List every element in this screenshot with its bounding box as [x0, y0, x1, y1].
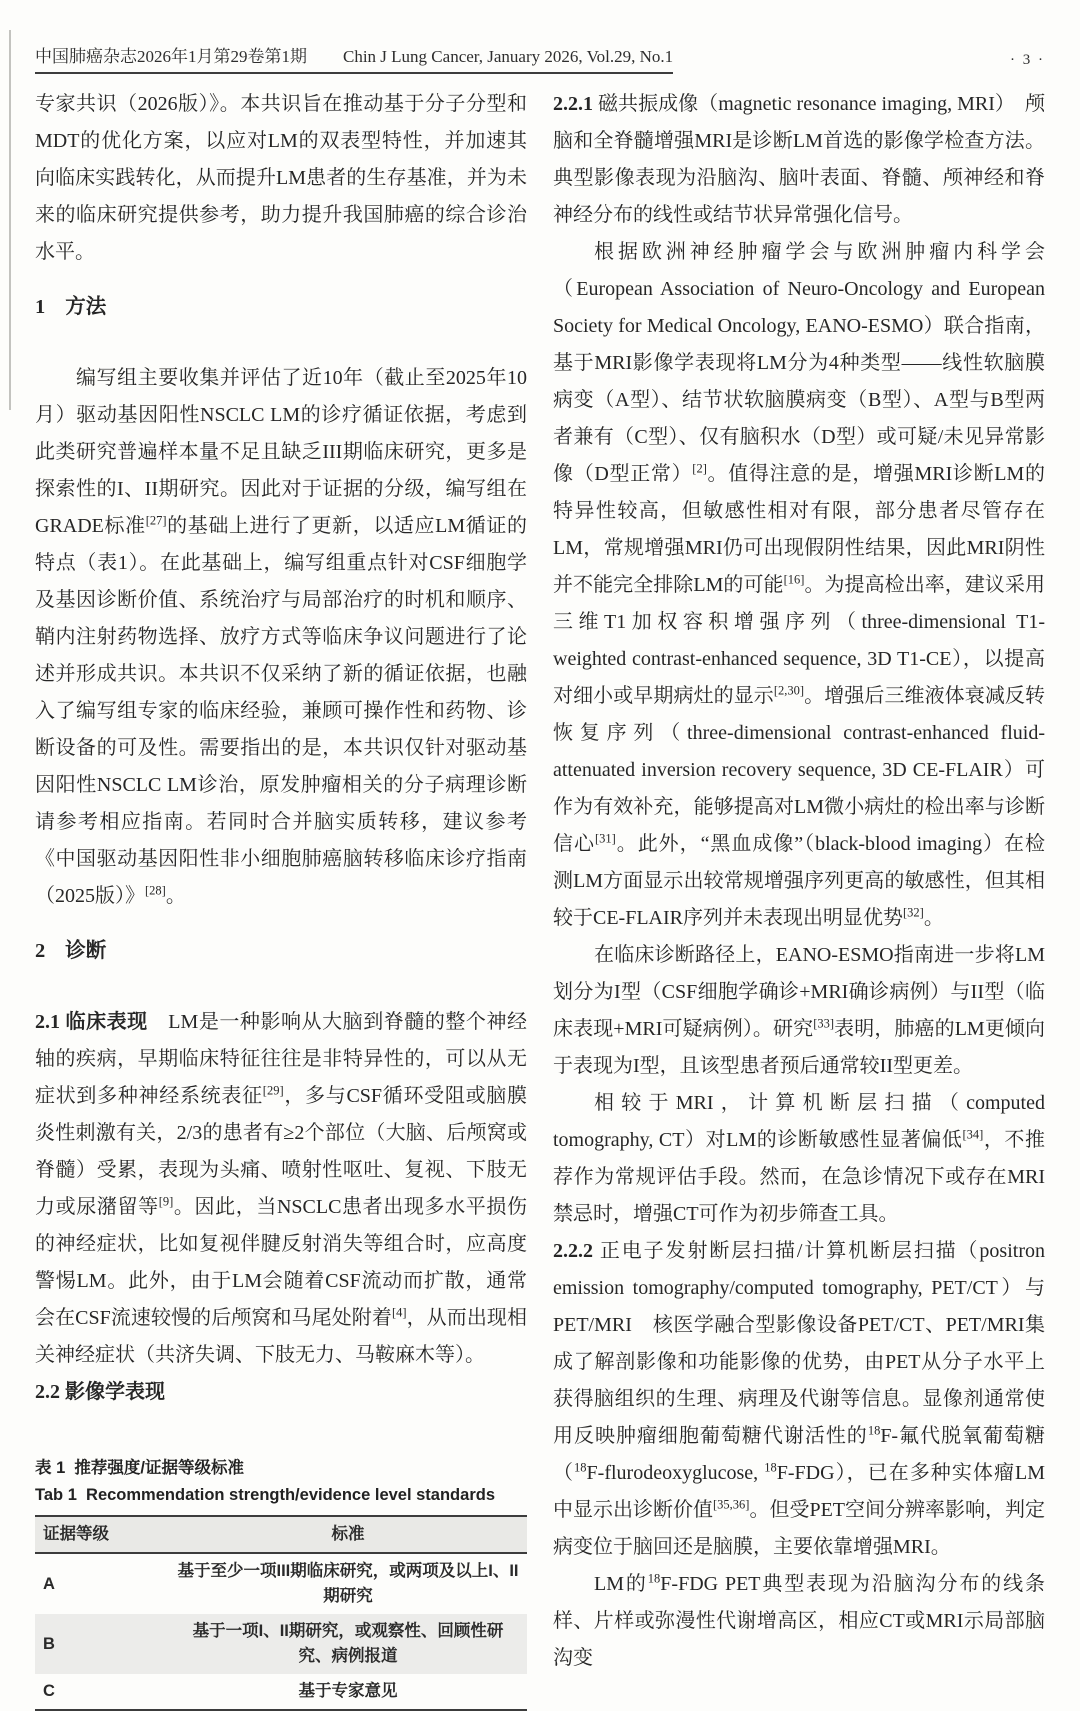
- paragraph-pet-ct: 2.2.2 正电子发射断层扫描/计算机断层扫描（positron emission tomography/computed tomography, PET/CT）与PET/MRI 核医学融合型影像设备PET/CT、PET/MRI集成了解剖影像和功能影像的优势，由PET从分子水平上获得脑组织的生理、病理及代谢等信息。显像剂通常使用反映肿瘤细胞葡萄糖代谢活性的$^{18}$F-氟代脱氧葡萄糖（$^{18}$F-flurodeoxyglucose, $^{18}$F-FDG），已在多种实体瘤LM中显示出诊断价值[35,36]。但受PET空间分辨率影响，判定病变位于脑回还是脑膜，主要依靠增强MRI。: [553, 1240, 1046, 1558]
- paragraph-ct: 相较于MRI，计算机断层扫描（computed tomography, CT）对LM的诊断敏感性显著偏低[34]，不推荐作为常规评估手段。然而，在急诊情况下或存在MRI禁忌时，增强CT可作为初步筛查工具。: [553, 1092, 1045, 1225]
- evidence-level-table: [35, 1515, 527, 1711]
- paragraph-diagnostic-pathway: 在临床诊断路径上，EANO-ESMO指南进一步将LM划分为I型（CSF细胞学确诊+MRI确诊病例）与II型（临床表现+MRI可疑病例）。研究[33]表明，肺癌的LM更倾向于表现为I型，且该型患者预后通常较II型更差。: [553, 944, 1046, 1077]
- paragraph-mri: 2.2.1 磁共振成像（magnetic resonance imaging, MRI） 颅脑和全脊髓增强MRI是诊断LM首选的影像学检查方法。典型影像表现为沿脑沟、脑叶表面、脊髓、颅神经和脊神经分布的线性或结节状异常强化信号。: [553, 93, 1045, 226]
- section-number: 2: [35, 940, 46, 962]
- paragraph-methods: 编写组主要收集并评估了近10年（截止至2025年10月）驱动基因阳性NSCLC LM的诊疗循证依据，考虑到此类研究普遍样本量不足且缺乏III期临床研究，更多是探索性的I、II期研究。因此对于证据的分级，编写组在GRADE标准[27]的基础上进行了更新，以适应LM循证的特点（表1）。在此基础上，编写组重点针对CSF细胞学及基因诊断价值、系统治疗与局部治疗的时机和顺序、鞘内注射药物选择、放疗方式等临床争议问题进行了论述并形成共识。本共识不仅采纳了新的循证依据，也融入了编写组专家的临床经验，兼顾可操作性和药物、诊断设备的可及性。需要指出的是，本共识仅针对驱动基因阳性NSCLC LM诊治，原发肿瘤相关的分子病理诊断请参考相应指南。若同时合并脑实质转移，建议参考《中国驱动基因阳性非小细胞肺癌脑转移临床诊疗指南（2025版）》[28]。: [35, 367, 528, 907]
- table-row: [35, 1553, 527, 1614]
- standard-cell: 基于专家意见: [298, 1682, 398, 1700]
- table-row: [35, 1674, 527, 1710]
- column-header-evidence-level: 证据等级: [43, 1525, 109, 1543]
- section-heading-methods: [35, 289, 527, 326]
- left-column: [35, 86, 527, 1711]
- evidence-level-cell: A: [43, 1574, 55, 1593]
- scan-edge-artifact: [9, 30, 11, 410]
- section-heading-diagnosis: [35, 933, 527, 970]
- journal-title-line: [35, 42, 673, 74]
- evidence-level-cell: B: [43, 1634, 55, 1653]
- two-column-body: [35, 86, 1045, 1711]
- column-header-standard: 标准: [331, 1525, 365, 1543]
- paragraph-fdg-pet: LM的$^{18}$F-FDG PET典型表现为沿脑沟分布的线条样、片样或弥漫性代谢增高区，相应CT或MRI示局部脑沟变: [553, 1571, 1046, 1669]
- right-column: [553, 86, 1045, 1711]
- paragraph-clinical-presentation: 2.1 临床表现 LM是一种影响从大脑到脊髓的整个神经轴的疾病，早期临床特征往往是非特异性的，可以从无症状到多种神经系统表征[29]，多与CSF循环受阻或脑膜炎性刺激有关，2/3的患者有≥2个部位（大脑、后颅窝或脊髓）受累，表现为头痛、喷射性呕吐、复视、下肢无力或尿潴留等[9]。因此，当NSCLC患者出现多水平损伤的神经症状，比如复视伴腱反射消失等组合时，应高度警惕LM。此外，由于LM会随着CSF流动而扩散，通常会在CSF流速较慢的后颅窝和马尾处附着[4]，从而出现相关神经症状（共济失调、下肢无力、马鞍麻木等）。: [35, 1011, 528, 1366]
- paragraph-eano-esmo: 根据欧洲神经肿瘤学会与欧洲肿瘤内科学会（European Association of Neuro-Oncology and European Society for Medical Oncology, EANO-ESMO）联合指南，基于MRI影像学表现将LM分为4种类型——线性软脑膜病变（A型）、结节状软脑膜病变（B型）、A型与B型两者兼有（C型）、仅有脑积水（D型）或可疑/未见异常影像（D型正常）[2]。值得注意的是，增强MRI诊断LM的特异性较高，但敏感性相对有限，部分患者尽管存在LM，常规增强MRI仍可出现假阴性结果，因此MRI阴性并不能完全排除LM的可能[16]。为提高检出率，建议采用三维T1加权容积增强序列（three-dimensional T1-weighted contrast-enhanced sequence, 3D T1-CE），以提高对细小或早期病灶的显示[2,30]。增强后三维液体衰减反转恢复序列（three-dimensional contrast-enhanced fluid-attenuated inversion recovery sequence, 3D CE-FLAIR）可作为有效补充，能够提高对LM微小病灶的检出率与诊断信心[31]。此外，“黑血成像”（black-blood imaging）在检测LM方面显示出较常规增强序列更高的敏感性，但其相较于CE-FLAIR序列并未表现出明显优势[32]。: [553, 241, 1046, 929]
- paragraph-intro-continuation: 专家共识（2026版）》。本共识旨在推动基于分子分型和MDT的优化方案，以应对LM的双表型特性，并加速其向临床实践转化，从而提升LM患者的生存基准，并为未来的临床研究提供参考，助力提升我国肺癌的综合诊治水平。: [35, 93, 527, 263]
- page-header: [35, 42, 1045, 74]
- journal-title-zh: 中国肺癌杂志2026年1月第29卷第1期: [35, 47, 307, 66]
- journal-title-en: Chin J Lung Cancer, January 2026, Vol.29, No.1: [343, 47, 674, 66]
- table-caption-zh: 表 1 推荐强度/证据等级标准: [35, 1459, 245, 1477]
- section-title: 方法: [65, 296, 107, 318]
- section-number: 1: [35, 296, 46, 318]
- evidence-level-cell: C: [43, 1682, 55, 1700]
- table-header-row: [35, 1516, 527, 1553]
- standard-cell: 基于一项I、II期研究，或观察性、回顾性研究、病例报道: [192, 1622, 504, 1665]
- section-title: 诊断: [65, 940, 107, 962]
- table-row: [35, 1614, 527, 1674]
- standard-cell: 基于至少一项III期临床研究，或两项及以上I、II期研究: [177, 1562, 519, 1605]
- table-1-block: [35, 1455, 527, 1711]
- page-number: · 3 ·: [1010, 52, 1045, 68]
- table-caption-en: Tab 1 Recommendation strength/evidence level standards: [35, 1486, 495, 1504]
- subsection-imaging-heading: 2.2 影像学表现: [35, 1381, 165, 1403]
